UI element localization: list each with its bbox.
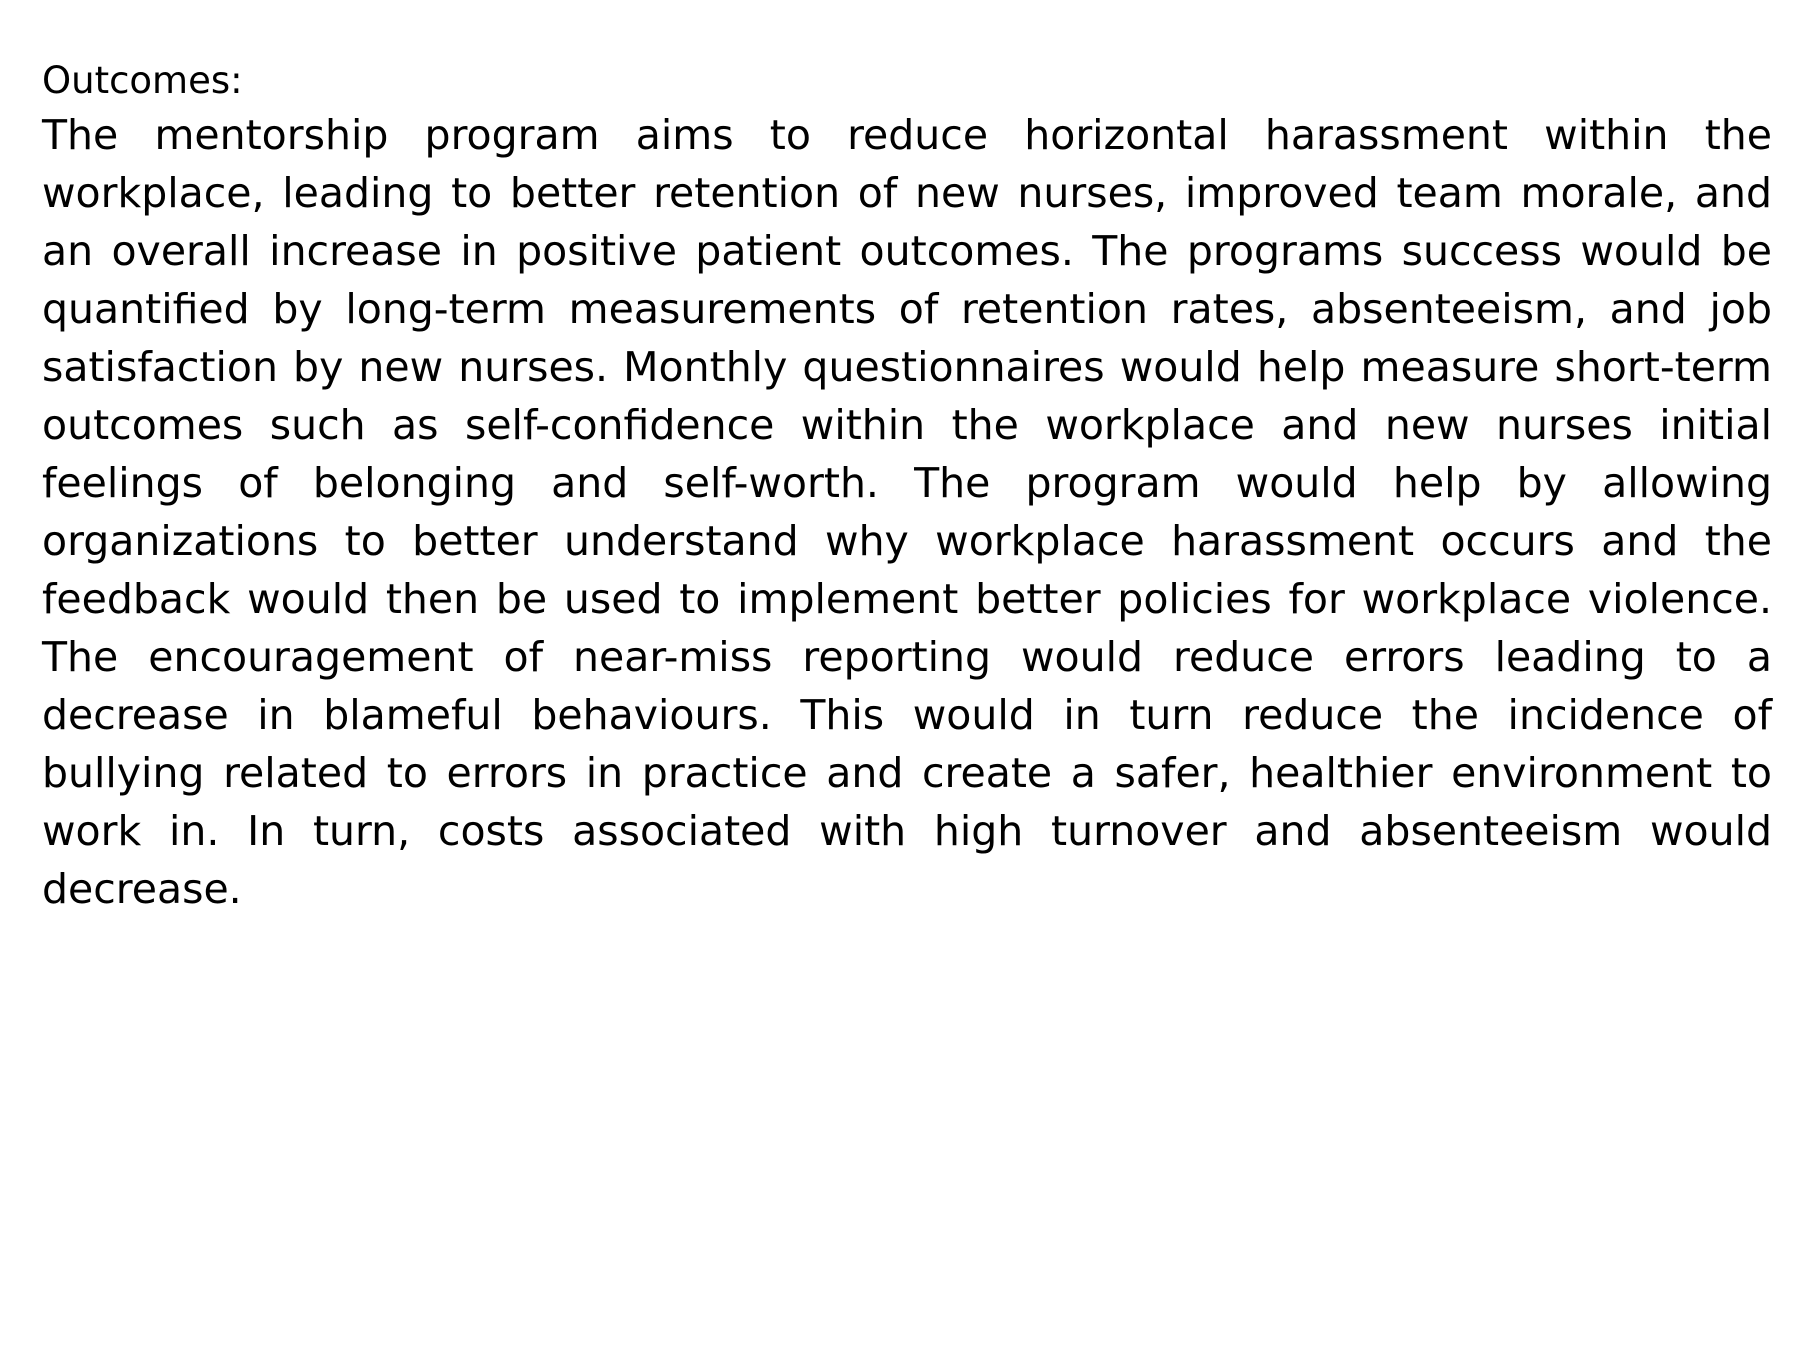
text-block	[42, 58, 1772, 918]
outcomes-heading: Outcomes:	[42, 59, 243, 102]
outcomes-paragraph: The mentorship program aims to reduce horizontal harassment within the workplace, leading to better retention of new nurses, improved team morale, and an overall increase in positive patient outcomes. The programs success would be quantified by long-term measurements of retention rates, absenteeism, and job satisfaction by new nurses. Monthly questionnaires would help measure short-term outcomes such as self-confidence within the workplace and new nurses initial feelings of belonging and self-worth. The program would help by allowing organizations to better understand why workplace harassment occurs and the feedback would then be used to implement better policies for workplace violence. The encouragement of near-miss reporting would reduce errors leading to a decrease in blameful behaviours. This would in turn reduce the incidence of bullying related to errors in practice and create a safer, healthier environment to work in. In turn, costs associated with high turnover and absenteeism would decrease.	[42, 111, 1772, 913]
